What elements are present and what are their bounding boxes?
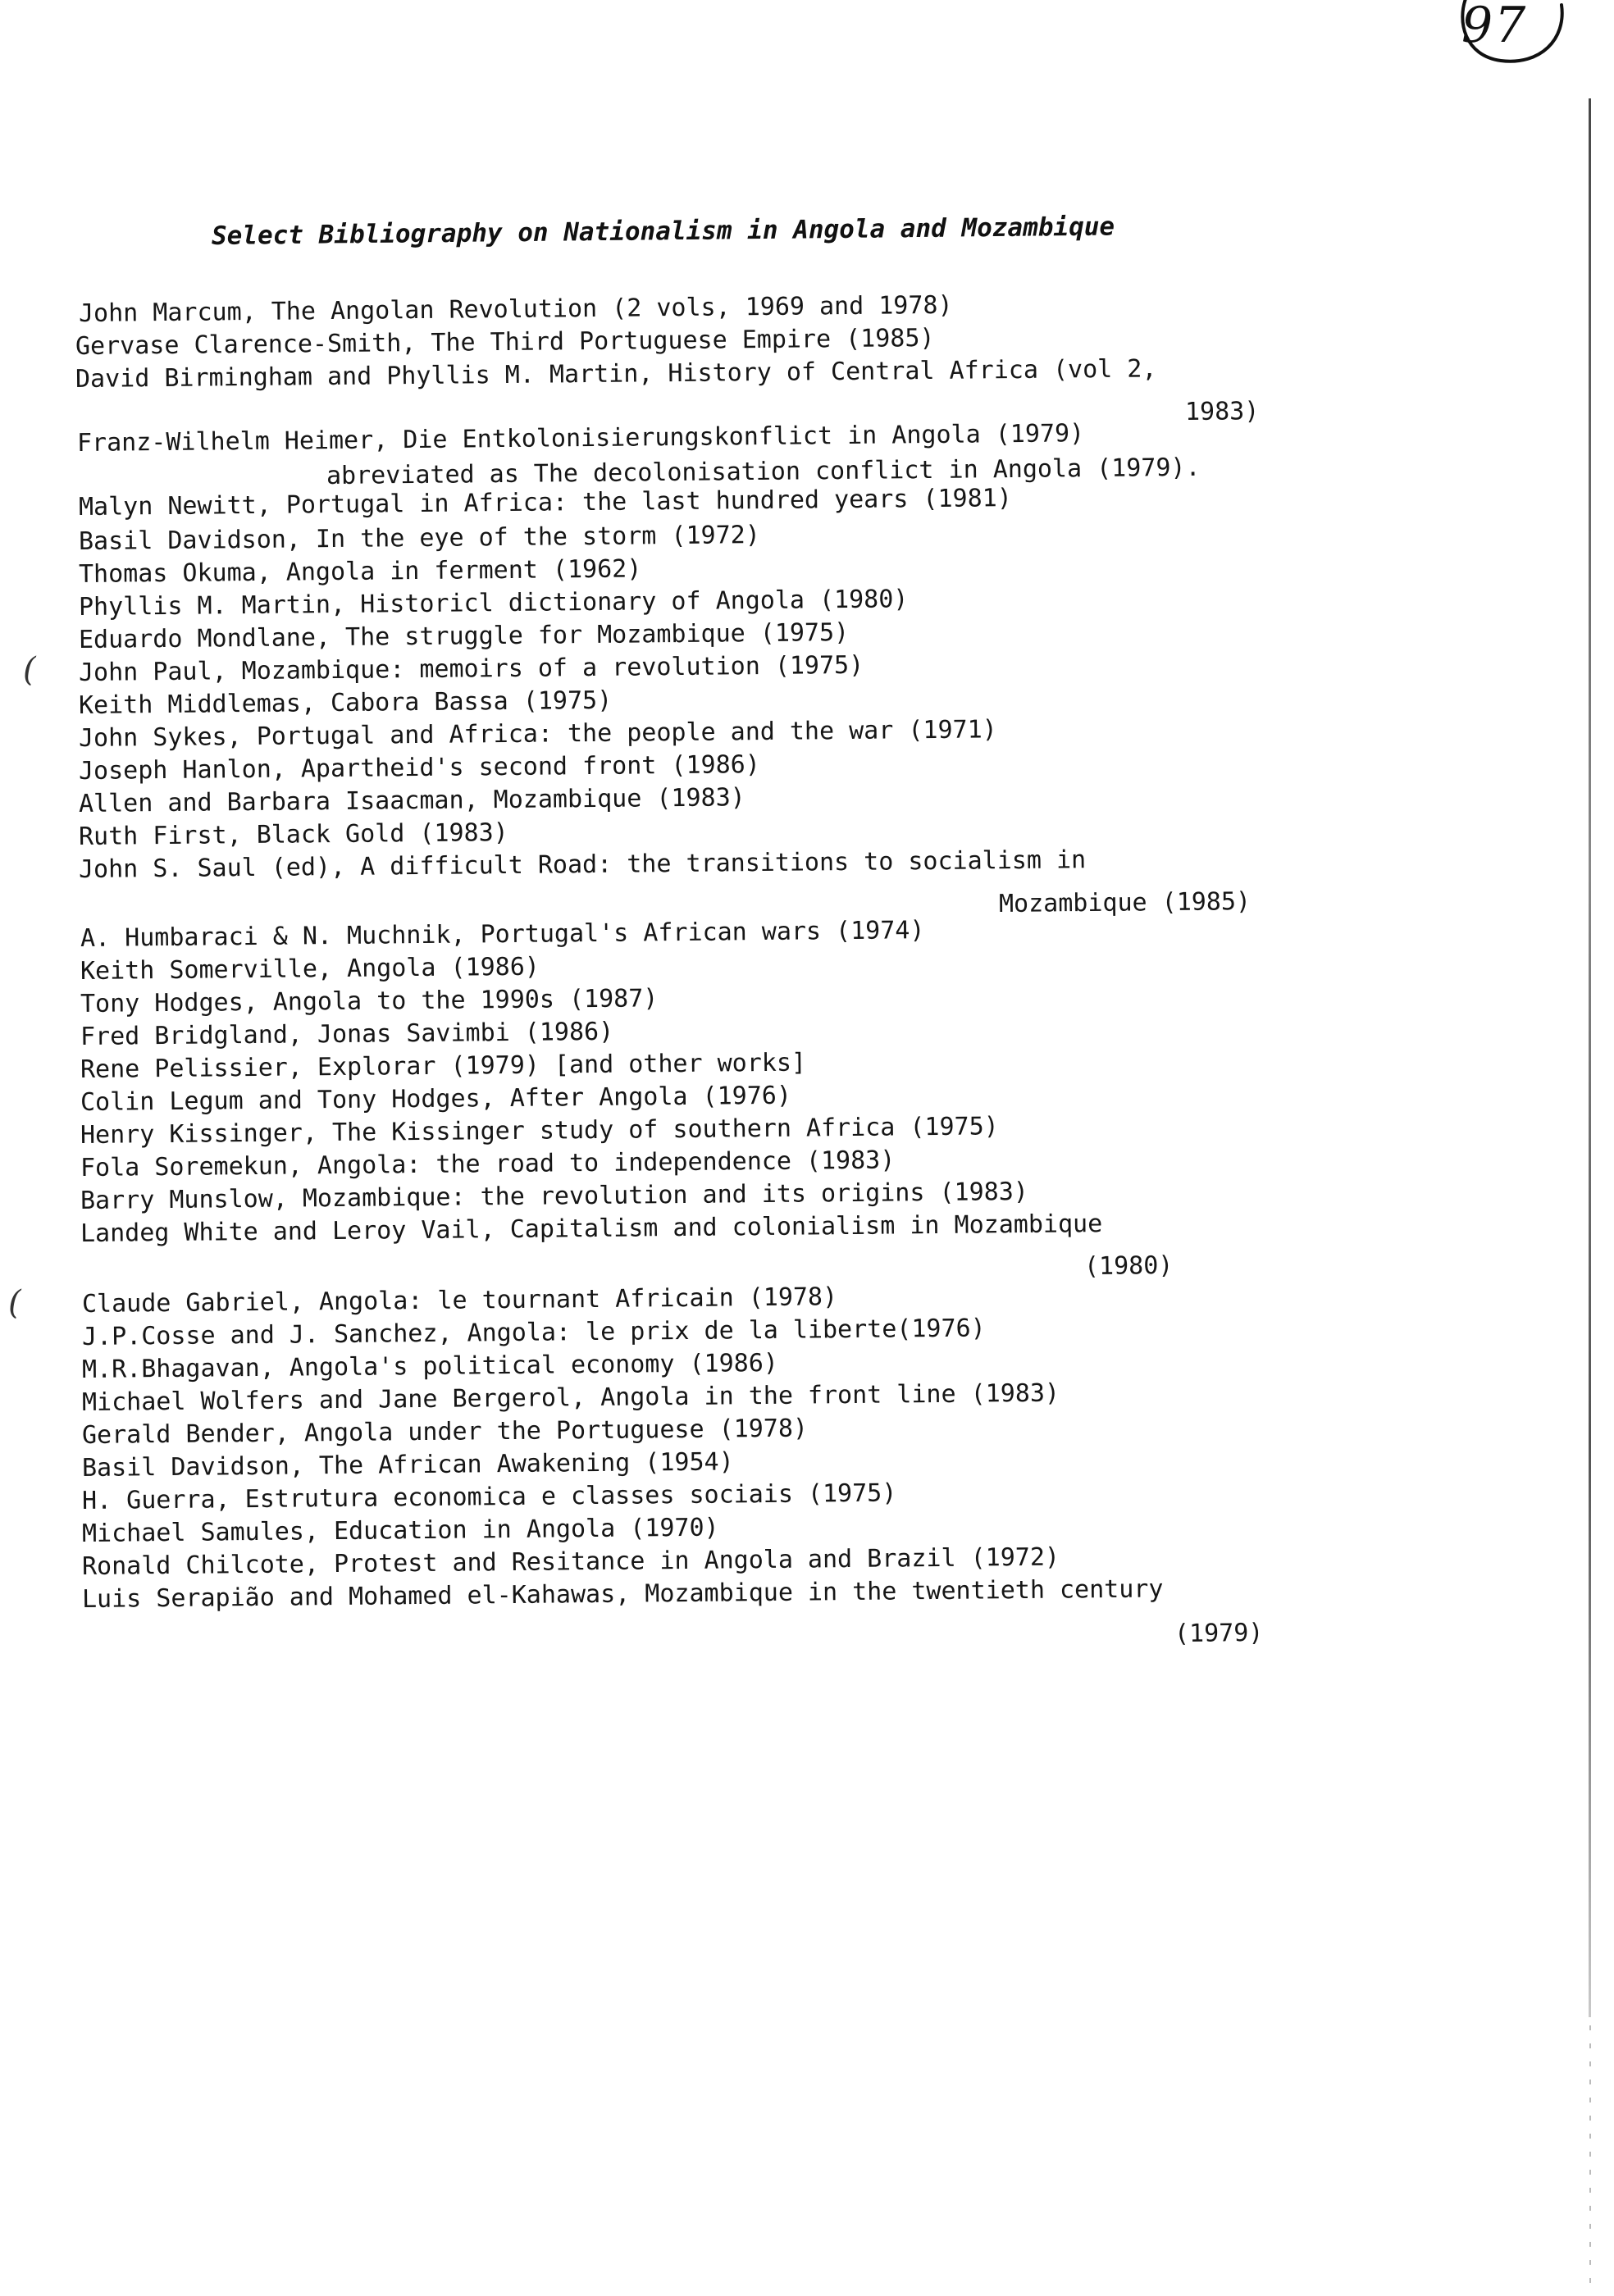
bibliography-entry: Malyn Newitt, Portugal in Africa: the last hundred years (1981) bbox=[78, 484, 1013, 522]
bibliography-entry: Fola Soremekun, Angola: the road to independence (1983) bbox=[80, 1146, 896, 1182]
bibliography-entry: Allen and Barbara Isaacman, Mozambique (1983) bbox=[78, 783, 745, 818]
bibliography-entry: A. Humbaraci & N. Muchnik, Portugal's African wars (1974) bbox=[80, 916, 925, 953]
bibliography-entry: John Sykes, Portugal and Africa: the people and the war (1971) bbox=[78, 715, 997, 753]
bibliography-entry: Basil Davidson, In the eye of the storm (1972) bbox=[78, 521, 760, 556]
bibliography-entry: Rene Pelissier, Explorar (1979) [and other works] bbox=[80, 1048, 807, 1084]
bibliography-entry: Ronald Chilcote, Protest and Resitance in Angola and Brazil (1972) bbox=[81, 1542, 1060, 1581]
bibliography-entry: Henry Kissinger, The Kissinger study of southern Africa (1975) bbox=[80, 1112, 999, 1150]
bibliography-entry: Luis Serapião and Mohamed el-Kahawas, Mozambique in the twentieth century bbox=[81, 1574, 1164, 1614]
bibliography-entry: Claude Gabriel, Angola: le tournant Africain (1978) bbox=[81, 1282, 838, 1319]
bibliography-entry-continuation: 1983) bbox=[1184, 397, 1260, 426]
bibliography-entry: Thomas Okuma, Angola in ferment (1962) bbox=[78, 554, 642, 589]
bibliography-entry: Keith Somerville, Angola (1986) bbox=[80, 952, 540, 986]
margin-bracket-mark: ( bbox=[23, 651, 36, 689]
bibliography-entry: M.R.Bhagavan, Angola's political economy (1986) bbox=[81, 1348, 779, 1384]
bibliography-entry: Basil Davidson, The African Awakening (1954) bbox=[81, 1447, 734, 1483]
bibliography-entry: Phyllis M. Martin, Historicl dictionary of Angola (1980) bbox=[78, 585, 909, 622]
bibliography-entry: John Marcum, The Angolan Revolution (2 vols, 1969 and 1978) bbox=[78, 290, 953, 328]
bibliography-entry: Joseph Hanlon, Apartheid's second front (1986) bbox=[78, 750, 760, 786]
bibliography-entry: Fred Bridgland, Jonas Savimbi (1986) bbox=[80, 1017, 614, 1051]
bibliography-entry: Colin Legum and Tony Hodges, After Angola (1976) bbox=[80, 1081, 792, 1117]
bibliography-entry-continuation: (1979) bbox=[1174, 1618, 1264, 1648]
bibliography-entry: Franz-Wilhelm Heimer, Die Entkolonisierungskonflict in Angola (1979) bbox=[76, 419, 1085, 458]
bibliography-entry: Keith Middlemas, Cabora Bassa (1975) bbox=[78, 686, 613, 720]
bibliography-entry: John S. Saul (ed), A difficult Road: the transitions to socialism in bbox=[78, 845, 1087, 884]
margin-bracket-mark: ( bbox=[8, 1284, 21, 1322]
bibliography-entry: Ruth First, Black Gold (1983) bbox=[78, 818, 508, 851]
page-number: 97 bbox=[1461, 0, 1528, 54]
bibliography-entry: Michael Wolfers and Jane Bergerol, Angola in the front line (1983) bbox=[81, 1378, 1060, 1417]
bibliography-entry: J.P.Cosse and J. Sanchez, Angola: le prix de la liberte(1976) bbox=[81, 1314, 986, 1351]
bibliography-entry: Eduardo Mondlane, The struggle for Mozambique (1975) bbox=[78, 617, 850, 654]
bibliography-entry: Gerald Bender, Angola under the Portuguese (1978) bbox=[81, 1414, 809, 1450]
bibliography-entry: David Birmingham and Phyllis M. Martin, History of Central Africa (vol 2, bbox=[75, 354, 1157, 394]
bibliography-entry: Gervase Clarence-Smith, The Third Portuguese Empire (1985) bbox=[75, 323, 935, 361]
bibliography-entry: Landeg White and Leroy Vail, Capitalism and colonialism in Mozambique bbox=[80, 1210, 1103, 1248]
bibliography-entry: John Paul, Mozambique: memoirs of a revolution (1975) bbox=[78, 650, 864, 687]
bibliography-entry: Tony Hodges, Angola to the 1990s (1987) bbox=[80, 984, 659, 1018]
bibliography-entry: H. Guerra, Estrutura economica e classes sociais (1975) bbox=[81, 1478, 897, 1515]
bibliography-entry-continuation: (1980) bbox=[1083, 1250, 1174, 1281]
bibliography-entry-continuation: Mozambique (1985) bbox=[998, 887, 1252, 918]
bibliography-entry-continuation: abreviated as The decolonisation conflict in Angola (1979). bbox=[326, 453, 1201, 490]
bibliography-entry: Barry Munslow, Mozambique: the revolution and its origins (1983) bbox=[80, 1177, 1029, 1215]
page-title: Select Bibliography on Nationalism in Angola and Mozambique bbox=[211, 212, 1115, 251]
bibliography-entry: Michael Samules, Education in Angola (1970) bbox=[81, 1513, 719, 1548]
scan-edge-line bbox=[1589, 98, 1591, 2017]
scan-edge-dots bbox=[1589, 2025, 1591, 2288]
